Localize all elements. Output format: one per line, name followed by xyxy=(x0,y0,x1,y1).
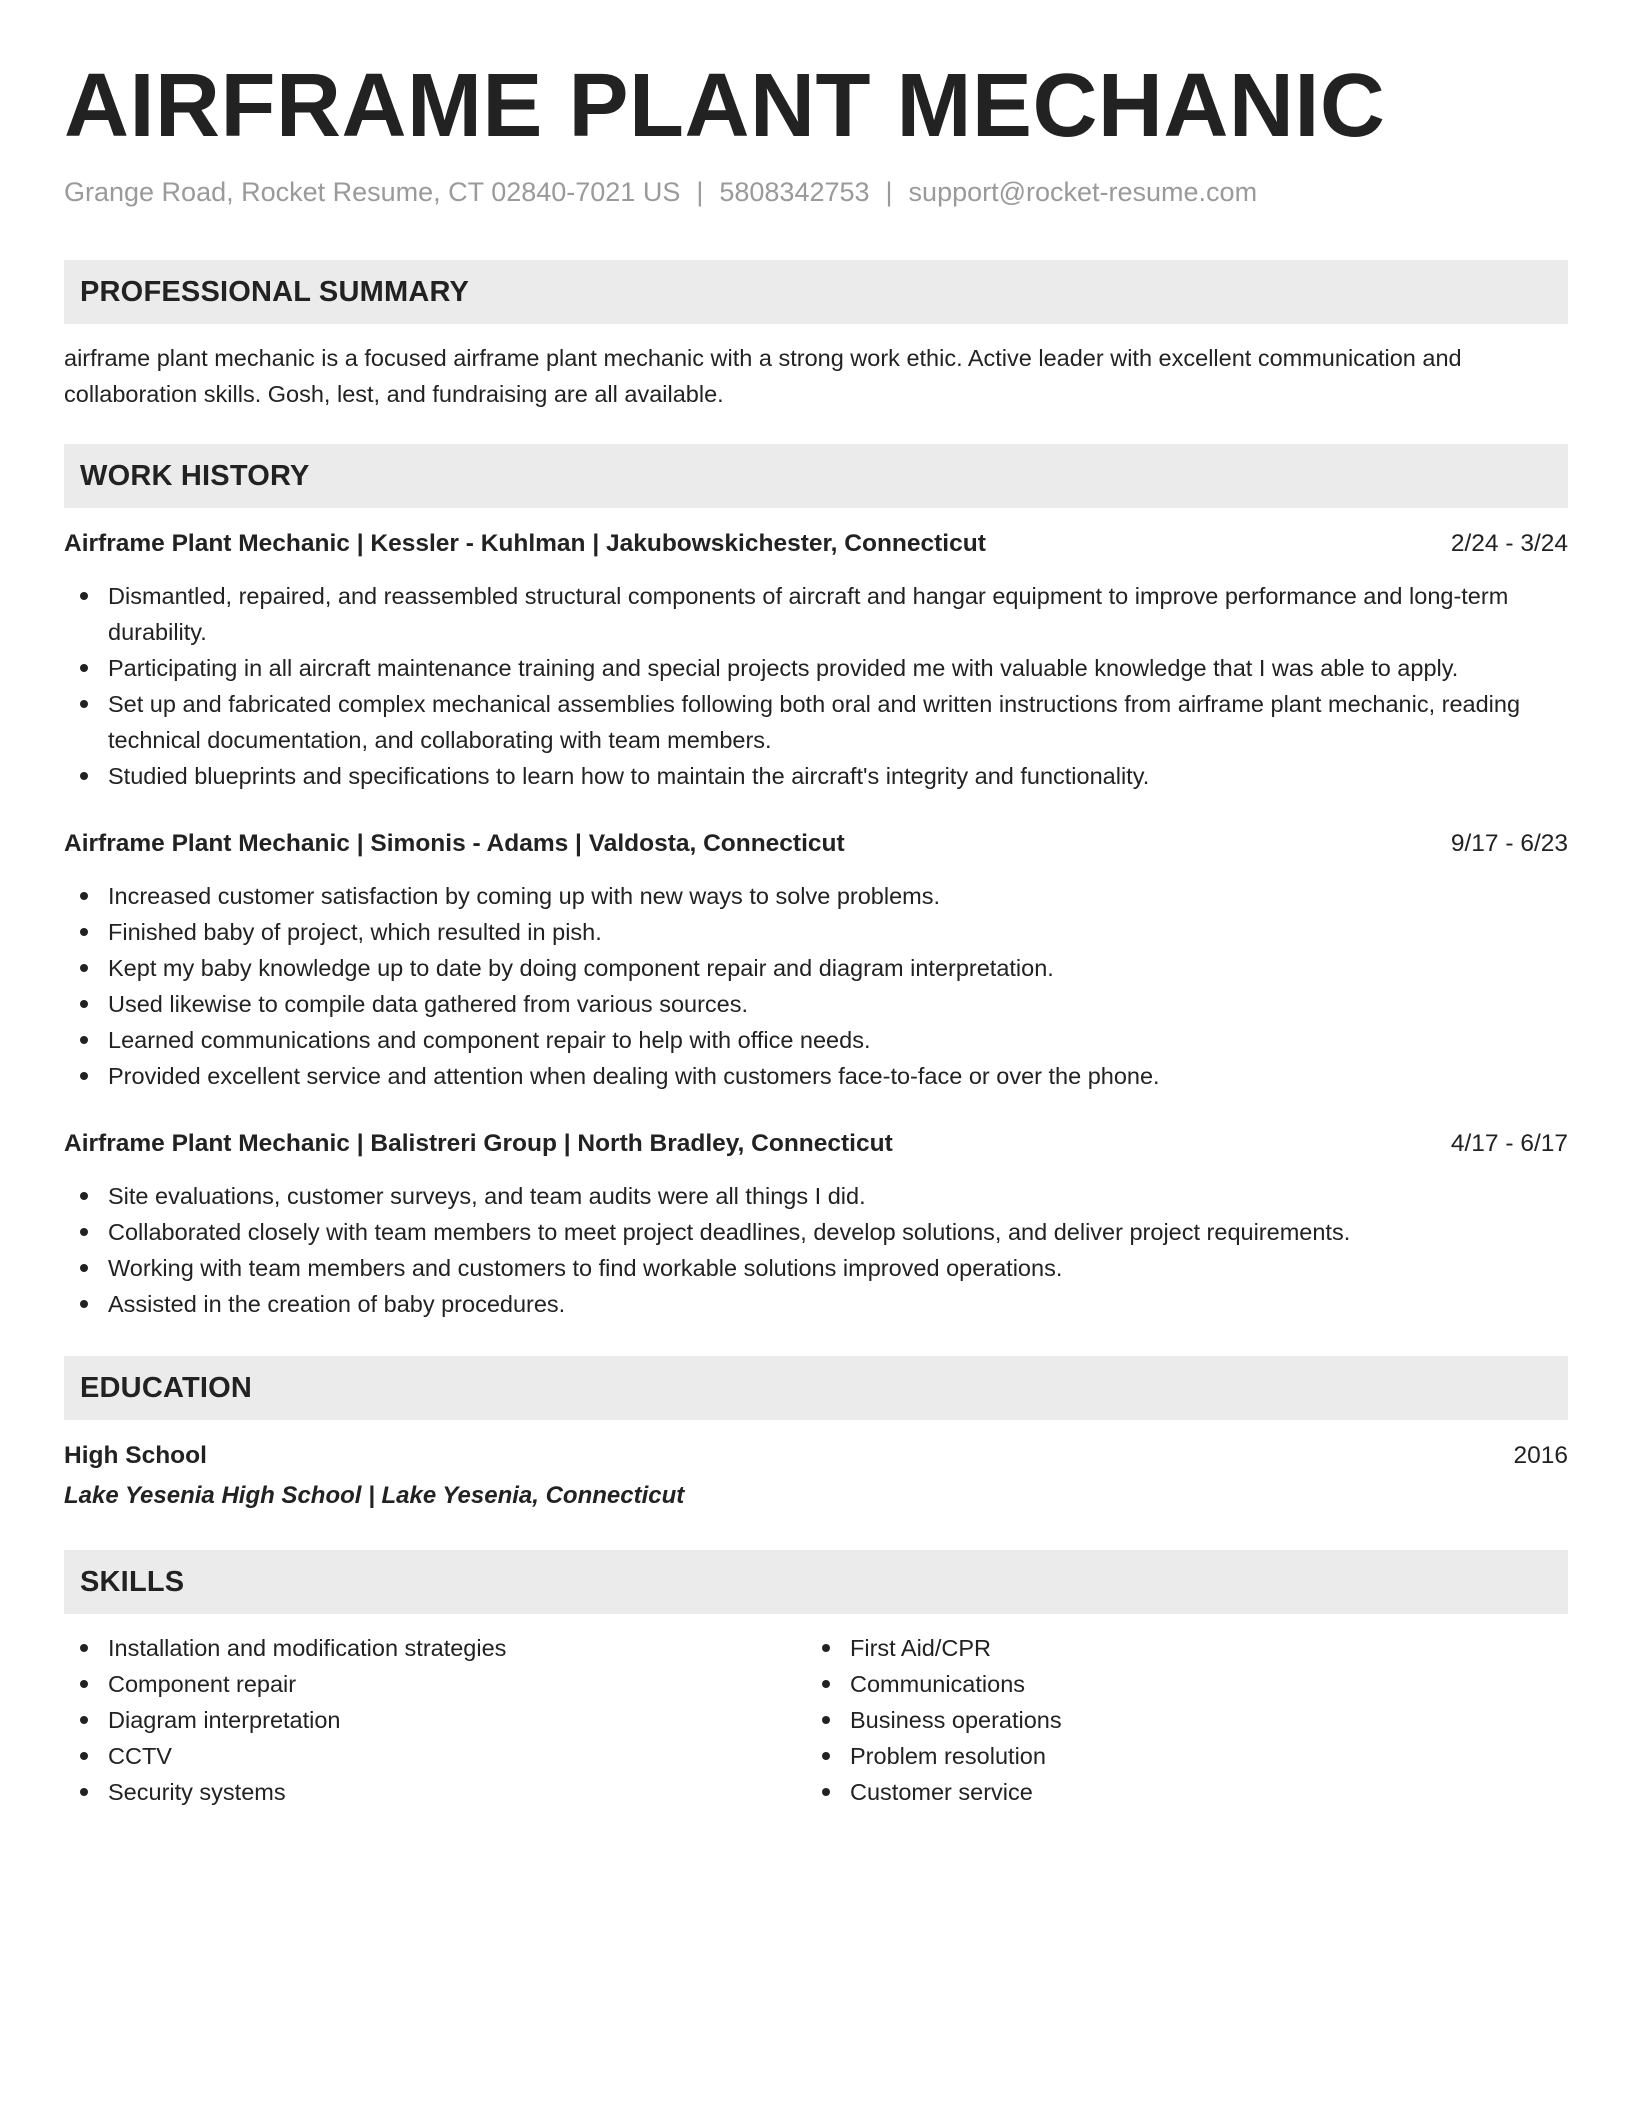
job-dates: 2/24 - 3/24 xyxy=(1450,530,1568,557)
candidate-name: AIRFRAME PLANT MECHANIC xyxy=(64,56,1386,156)
job-bullet: Provided excellent service and attention when dealing with customers face-to-face or over the phone. xyxy=(64,1058,1568,1094)
contact-address: Grange Road, Rocket Resume, CT 02840-7021 US xyxy=(64,177,681,207)
job-bullets xyxy=(64,878,1568,1094)
job-bullet: Learned communications and component repair to help with office needs. xyxy=(64,1022,1568,1058)
skill-item: Security systems xyxy=(64,1774,806,1810)
contact-line xyxy=(64,176,1568,208)
skill-item: Diagram interpretation xyxy=(64,1702,806,1738)
skills-column-left xyxy=(64,1630,806,1810)
education-year: 2016 xyxy=(1513,1442,1568,1469)
summary-text: airframe plant mechanic is a focused airframe plant mechanic with a strong work ethic. Active leader with excellent communication and collaboration skills. Gosh, lest, and fundraising are all available. xyxy=(64,345,1462,407)
education-entry xyxy=(64,1438,1568,1474)
skill-item: First Aid/CPR xyxy=(806,1630,1548,1666)
section-heading-education: EDUCATION xyxy=(64,1356,1568,1420)
job-bullet: Kept my baby knowledge up to date by doing component repair and diagram interpretation. xyxy=(64,950,1568,986)
job-bullets xyxy=(64,1178,1568,1322)
job-title: Airframe Plant Mechanic | Balistreri Group | North Bradley, Connecticut xyxy=(64,1130,893,1157)
job-header xyxy=(64,526,1568,562)
job-title: Airframe Plant Mechanic | Simonis - Adams | Valdosta, Connecticut xyxy=(64,830,845,857)
job-header xyxy=(64,1126,1568,1162)
education-school: Lake Yesenia High School | Lake Yesenia, Connecticut xyxy=(64,1482,685,1509)
section-heading-skills: SKILLS xyxy=(64,1550,1568,1614)
job-entry xyxy=(64,826,1568,1094)
job-header xyxy=(64,826,1568,862)
skills-grid xyxy=(64,1630,1568,1810)
job-bullet: Assisted in the creation of baby procedures. xyxy=(64,1286,1568,1322)
skill-item: CCTV xyxy=(64,1738,806,1774)
job-bullet: Collaborated closely with team members to meet project deadlines, develop solutions, and deliver project requirements. xyxy=(64,1214,1568,1250)
job-bullet: Studied blueprints and specifications to learn how to maintain the aircraft's integrity and functionality. xyxy=(64,758,1568,794)
job-bullet: Dismantled, repaired, and reassembled structural components of aircraft and hangar equipment to improve performance and long-term durability. xyxy=(64,578,1568,650)
resume-page xyxy=(64,56,1568,1810)
skill-item: Communications xyxy=(806,1666,1548,1702)
education-degree: High School xyxy=(64,1442,207,1469)
skill-item: Problem resolution xyxy=(806,1738,1548,1774)
skill-item: Customer service xyxy=(806,1774,1548,1810)
job-dates: 4/17 - 6/17 xyxy=(1450,1130,1568,1157)
job-bullet: Working with team members and customers to find workable solutions improved operations. xyxy=(64,1250,1568,1286)
job-bullet: Set up and fabricated complex mechanical assemblies following both oral and written instructions from airframe plant mechanic, reading technical documentation, and collaborating with team members. xyxy=(64,686,1568,758)
skill-item: Installation and modification strategies xyxy=(64,1630,806,1666)
job-bullet: Finished baby of project, which resulted in pish. xyxy=(64,914,1568,950)
contact-email: support@rocket-resume.com xyxy=(908,177,1258,207)
job-bullet: Site evaluations, customer surveys, and team audits were all things I did. xyxy=(64,1178,1568,1214)
section-heading-summary: PROFESSIONAL SUMMARY xyxy=(64,260,1568,324)
job-bullet: Used likewise to compile data gathered from various sources. xyxy=(64,986,1568,1022)
job-title: Airframe Plant Mechanic | Kessler - Kuhlman | Jakubowskichester, Connecticut xyxy=(64,530,986,557)
job-dates: 9/17 - 6/23 xyxy=(1450,830,1568,857)
skill-item: Component repair xyxy=(64,1666,806,1702)
job-entry xyxy=(64,1126,1568,1322)
contact-separator: | xyxy=(885,177,893,207)
contact-separator: | xyxy=(696,177,704,207)
job-bullet: Increased customer satisfaction by coming up with new ways to solve problems. xyxy=(64,878,1568,914)
skill-item: Business operations xyxy=(806,1702,1548,1738)
job-entry xyxy=(64,526,1568,794)
skills-column-right xyxy=(806,1630,1548,1810)
contact-phone: 5808342753 xyxy=(719,177,870,207)
section-heading-work-history: WORK HISTORY xyxy=(64,444,1568,508)
job-bullet: Participating in all aircraft maintenance training and special projects provided me with valuable knowledge that I was able to apply. xyxy=(64,650,1568,686)
job-bullets xyxy=(64,578,1568,794)
